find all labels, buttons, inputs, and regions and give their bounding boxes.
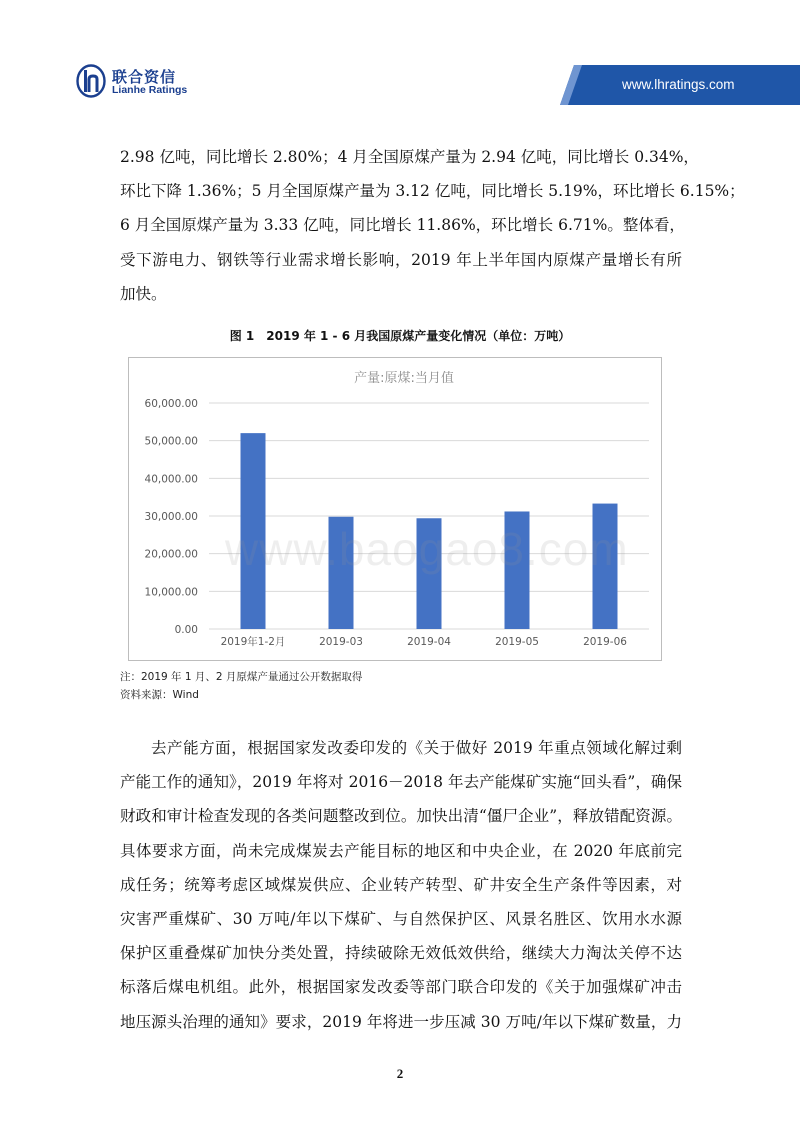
- figure-source: 资料来源：Wind: [120, 689, 199, 701]
- lianhe-logo-icon: [76, 64, 106, 98]
- bar: [505, 511, 530, 629]
- figure-title: 图 1 2019 年 1 - 6 月我国原煤产量变化情况（单位：万吨）: [229, 329, 571, 343]
- text-line: 标落后煤电机组。此外，根据国家发改委等部门联合印发的《关于加强煤矿冲击: [120, 978, 682, 997]
- text-line: 去产能方面，根据国家发改委印发的《关于做好 2019 年重点领域化解过剩: [151, 739, 682, 757]
- x-tick-label: 2019-04: [407, 636, 451, 648]
- y-tick-label: 0.00: [174, 624, 198, 636]
- y-tick-label: 10,000.00: [144, 586, 198, 599]
- figure-notes: [120, 668, 362, 704]
- paragraph-capacity-cut: [120, 731, 682, 1039]
- x-tick-label: 2019-03: [319, 636, 363, 648]
- bar: [417, 518, 442, 629]
- bar: [593, 504, 618, 629]
- text-line: 环比下降 1.36%；5 月全国原煤产量为 3.12 亿吨，同比增长 5.19%，环比增长 6.15%；: [120, 182, 745, 201]
- text-line: 地压源头治理的通知》要求，2019 年将进一步压减 30 万吨/年以下煤矿数量，力: [120, 1012, 682, 1031]
- text-line: 受下游电力、钢铁等行业需求增长影响，2019 年上半年国内原煤产量增长有所: [120, 250, 682, 269]
- x-tick-label: 2019年1-2月: [220, 636, 286, 648]
- y-tick-label: 50,000.00: [144, 435, 198, 448]
- text-line: 加快。: [120, 284, 167, 303]
- page-header: [0, 0, 800, 120]
- company-logo: [76, 64, 216, 100]
- figure-note: 注：2019 年 1 月、2 月原煤产量通过公开数据取得: [120, 671, 363, 683]
- page-number: 2: [396, 1066, 404, 1081]
- y-tick-label: 30,000.00: [144, 511, 198, 523]
- text-line: 2.98 亿吨，同比增长 2.80%；4 月全国原煤产量为 2.94 亿吨，同比增长 0.34%，: [120, 148, 699, 166]
- text-line: 成任务；统筹考虑区域煤炭供应、企业转产转型、矿井安全生产条件等因素，对: [120, 875, 682, 894]
- y-tick-label: 60,000.00: [144, 398, 198, 410]
- x-tick-label: 2019-06: [583, 636, 627, 648]
- logo-chinese-name: 联合资信: [112, 68, 177, 86]
- text-line: 6 月全国原煤产量为 3.33 亿吨，同比增长 11.86%，环比增长 6.71%。整体看，: [120, 216, 685, 235]
- y-tick-label: 40,000.00: [144, 473, 198, 486]
- bar: [329, 517, 354, 629]
- text-line: 灾害严重煤矿、30 万吨/年以下煤矿、与自然保护区、风景名胜区、饮用水水源: [120, 909, 682, 928]
- bar: [241, 433, 266, 629]
- text-line: 保护区重叠煤矿加快分类处置，持续破除无效低效供给，继续大力淘汰关停不达: [120, 944, 682, 963]
- coal-output-bar-chart: [129, 358, 661, 660]
- x-tick-label: 2019-05: [495, 636, 539, 648]
- text-line: 具体要求方面，尚未完成煤炭去产能目标的地区和中央企业，在 2020 年底前完: [120, 841, 682, 860]
- paragraph-production: [120, 140, 745, 311]
- y-tick-label: 20,000.00: [144, 548, 198, 561]
- text-line: 产能工作的通知》，2019 年将对 2016－2018 年去产能煤矿实施“回头看”，确保: [120, 773, 682, 792]
- website-link[interactable]: www.lhratings.com: [622, 77, 735, 92]
- logo-english-name: Lianhe Ratings: [112, 84, 188, 96]
- chart-frame: [128, 357, 662, 661]
- chart-title: 产量:原煤:当月值: [354, 371, 454, 386]
- text-line: 财政和审计检查发现的各类问题整改到位。加快出清“僵尸企业”，释放错配资源。: [120, 807, 682, 826]
